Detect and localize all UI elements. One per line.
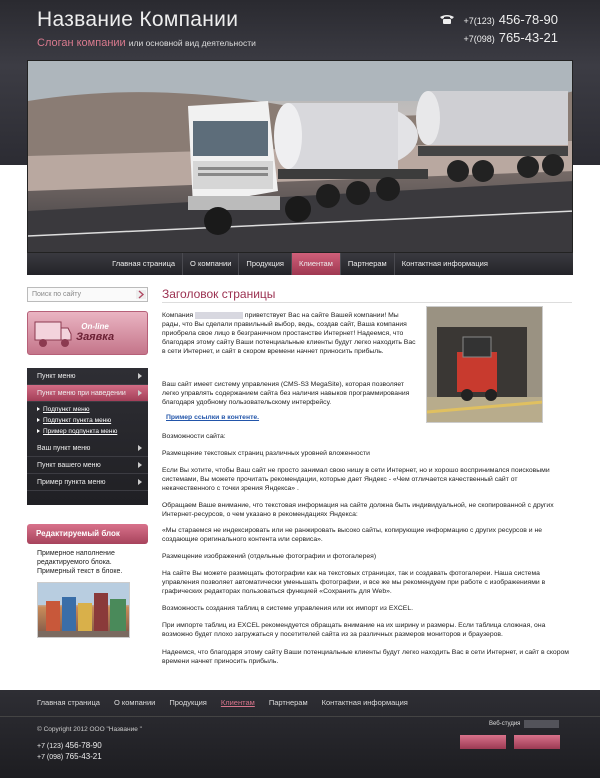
tables-paragraph: При импорте таблиц из EXCEL рекомендуется обращать внимание на их ширину и размеры. Если таблица сложная, она возможно будет плохо загружаться у посетителей сайта из за различных размеров мониторов и браузеров. [162, 622, 546, 638]
copyright: © Copyright 2012 ООО "Название " [37, 726, 142, 733]
editable-block-title: Редактируемый блок [27, 524, 148, 544]
submenu-label: Подпункт пункта меню [43, 417, 112, 424]
phone-code: +7 (123) [37, 743, 64, 750]
content-link[interactable] [166, 413, 421, 422]
menu-item-1[interactable] [27, 368, 148, 385]
company-name[interactable]: Название Компании [37, 8, 239, 31]
page-title: Заголовок страницы [162, 287, 276, 301]
site-footer [0, 690, 600, 778]
arrow-right-icon [138, 390, 142, 396]
footer-nav-clients[interactable]: Клиентам [220, 698, 255, 707]
yandex-paragraph: Если Вы хотите, чтобы Ваш сайт не просто занимал свою нишу в сети Интернет, но и хорошо воспринимался поисковыми системами, Вы можете прочитать рекомендации, которые дает Яндекс - «Чем отличается качественный сайт от некачественного с точки зрения Яндекса» . [162, 467, 550, 492]
menu-item-label: Пример пункта меню [37, 479, 106, 486]
arrow-right-icon [138, 462, 142, 468]
footer-nav-home[interactable]: Главная страница [37, 698, 100, 707]
phone-code: +7(098) [463, 34, 495, 44]
containers-illustration [38, 583, 130, 638]
container-yard-image [37, 582, 130, 638]
footer-nav-products[interactable]: Продукция [169, 698, 207, 707]
menu-item-label: Пункт меню [37, 373, 76, 380]
bullet-icon [37, 418, 40, 422]
features-heading: Возможности сайта: [162, 433, 226, 440]
menu-item-4[interactable] [27, 457, 148, 474]
yandex-quote: «Мы стараемся не индексировать или не ранжировать высоко сайты, копирующие информацию с других ресурсов и не создающие оригинального контента или сервиса». [162, 527, 543, 543]
phone-number: 456-78-90 [65, 741, 102, 750]
submenu-item-3[interactable] [37, 426, 148, 437]
bullet-icon [37, 429, 40, 433]
slogan-main: Слоган компании [37, 37, 126, 49]
header-phones [463, 12, 558, 48]
menu-item-label: Ваш пункт меню [37, 445, 91, 452]
sidebar-menu [27, 368, 148, 505]
counter-badge[interactable] [460, 735, 506, 749]
main-nav [27, 253, 573, 275]
arrow-right-icon [138, 479, 142, 485]
submenu [27, 402, 148, 440]
title-divider [162, 302, 572, 303]
forklift-illustration [427, 307, 543, 423]
submenu-label: Пример подпункта меню [43, 428, 118, 435]
menu-item-2[interactable] [27, 385, 148, 402]
submenu-item-2[interactable] [37, 415, 148, 426]
footer-phones [37, 741, 102, 763]
studio-name-redacted[interactable] [524, 720, 559, 728]
nav-item-products[interactable]: Продукция [238, 253, 291, 275]
submenu-item-1[interactable] [37, 404, 148, 415]
submenu-label: Подпункт меню [43, 406, 90, 413]
search-input[interactable]: Поиск по сайту [27, 287, 148, 302]
intro-text: приветствует Вас на сайте Вашей компании! Мы рады, что Вы сделали правильный выбор, ведь, создав сайт, Ваша компания приобрела свое лицо в безграничном простанстве Интернет! Надеемся, что благодаря этому сайту Ваши потенциальные клиенты будут легко находить Вас в сети Интернет, и сайт в скором времени начнет приносить прибыль. [162, 312, 416, 355]
phone-number: 456-78-90 [498, 12, 558, 27]
menu-item-label: Пункт меню при наведении [37, 390, 126, 397]
phone-1 [463, 12, 558, 30]
phone-icon [439, 14, 455, 24]
footer-nav-contacts[interactable]: Контактная информация [321, 698, 408, 707]
menu-item-3[interactable] [27, 440, 148, 457]
footer-divider [0, 716, 600, 717]
nav-item-clients[interactable]: Клиентам [291, 253, 340, 275]
footer-nav-partners[interactable]: Партнерам [268, 698, 308, 707]
phone-code: +7 (098) [37, 754, 64, 761]
search-icon[interactable] [136, 290, 146, 299]
liveinternet-badge[interactable] [514, 735, 560, 749]
closing-paragraph: Надеемся, что благодаря этому сайту Ваши потенциальные клиенты будут легко находить Вас в сети Интернет, и сайт в скором времени начнет приносить прибыль. [162, 649, 569, 665]
phone-number: 765-43-21 [65, 752, 102, 761]
menu-item-5[interactable] [27, 474, 148, 491]
order-line2: Заявка [76, 331, 115, 343]
order-text [76, 322, 114, 343]
footer-nav-about[interactable]: О компании [113, 698, 156, 707]
nav-item-partners[interactable]: Партнерам [340, 253, 394, 275]
arrow-right-icon [138, 445, 142, 451]
content-link-text[interactable]: Пример ссылки в контенте. [166, 414, 260, 421]
slogan [37, 37, 256, 49]
forklift-image [426, 306, 543, 423]
images-heading: Размещение изображений (отдельные фотографии и фотогалерея) [162, 553, 377, 560]
phone-2 [463, 30, 558, 48]
phone-number: 765-43-21 [498, 30, 558, 45]
truck-icon [33, 316, 73, 350]
tables-heading: Возможность создания таблиц в системе управления или их импорт из EXCEL. [162, 605, 413, 612]
online-order-button[interactable] [27, 311, 148, 355]
footer-nav [37, 698, 408, 707]
footer-phone-1 [37, 741, 102, 752]
cms-paragraph: Ваш сайт имеет систему управления (CMS-S3 MegaSite), которая позволяет легко управлять содержанием сайта без наличия навыков программирования благодаря удобному пользовательскому интерфейсу. [162, 381, 410, 406]
unique-content-paragraph: Обращаем Ваше внимание, что текстовая информация на сайте должна быть индивидуальной, не скопированной с других Интернет-ресурсов, о чем указано в рекомендациях Яндекса: [162, 502, 554, 518]
editable-block-text: Примерное наполнение редактируемого блока. Примерный текст в блоке. [37, 550, 123, 575]
company-name-redacted [195, 312, 243, 319]
bullet-icon [37, 407, 40, 411]
intro-company: Компания [162, 312, 194, 319]
slogan-rest: или основной вид деятельности [128, 38, 256, 48]
nav-item-about[interactable]: О компании [182, 253, 238, 275]
footer-phone-2 [37, 752, 102, 763]
features-text-pages: Размещение текстовых страниц различных уровней вложенности [162, 450, 370, 457]
nav-item-contacts[interactable]: Контактная информация [394, 253, 495, 275]
order-line1: On-line [81, 322, 109, 331]
arrow-right-icon [138, 373, 142, 379]
menu-item-label: Пункт вашего меню [37, 462, 101, 469]
images-paragraph: На сайте Вы можете размещать фотографии как на текстовых страницах, так и создавать фотогалереи. Наша система управления позволяет автоматически уменьшать фотографии, и все же мы рекомендуем при работе с изображениями в графических редакторах пользоваться функцией «Сохранить для Web». [162, 570, 546, 595]
nav-item-home[interactable]: Главная страница [112, 259, 176, 268]
truck-illustration [28, 61, 573, 253]
studio-label: Веб-студия [489, 721, 521, 727]
intro-paragraph [162, 311, 417, 356]
phone-code: +7(123) [463, 16, 495, 26]
hero-truck-image [27, 60, 573, 253]
